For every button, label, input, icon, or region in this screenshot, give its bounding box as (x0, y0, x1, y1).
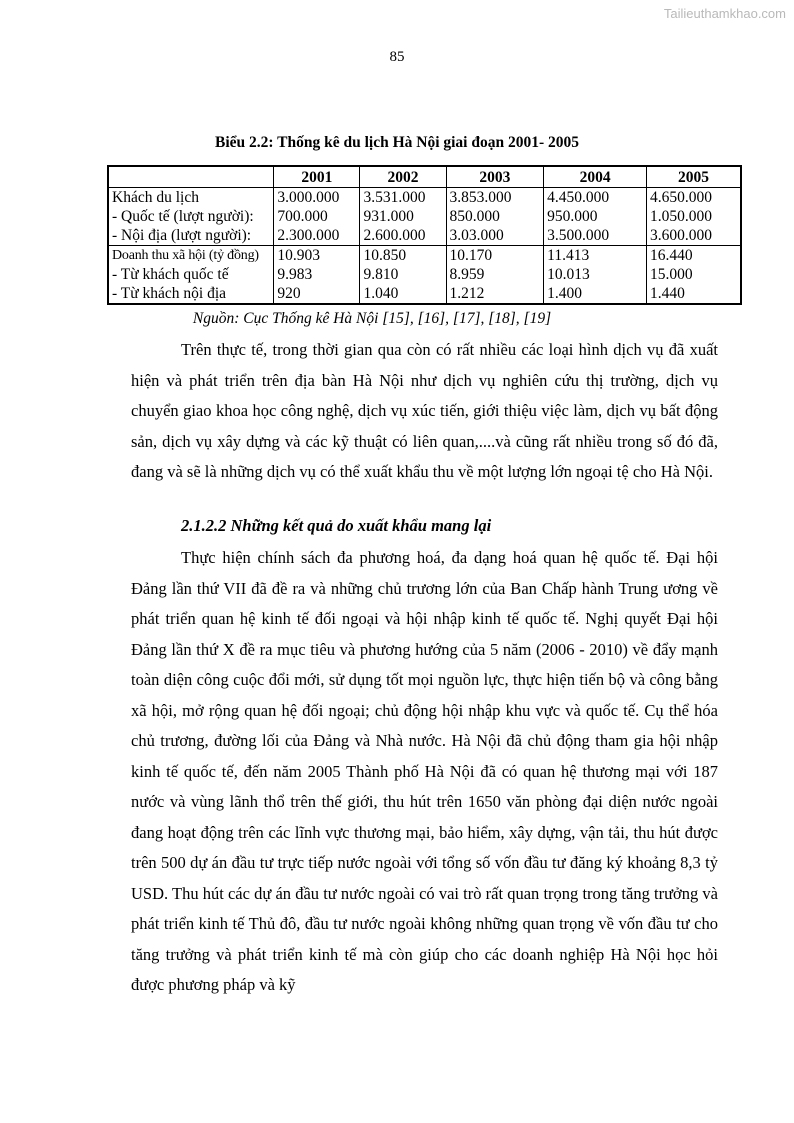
table-cell: 931.000 (360, 207, 446, 226)
table-row (108, 188, 741, 208)
table-header-row (108, 166, 741, 188)
table-cell: 1.050.000 (647, 207, 741, 226)
section-heading: 2.1.2.2 Những kết quả do xuất khẩu mang lại (181, 516, 492, 535)
table-cell: 10.170 (446, 246, 544, 266)
body-paragraph-2 (131, 543, 718, 1001)
table-cell: 4.650.000 (647, 188, 741, 208)
table-cell: 1.440 (647, 284, 741, 304)
row-label: - Từ khách nội địa (108, 284, 274, 304)
table-source-note: Nguồn: Cục Thống kê Hà Nội [15], [16], [17], [18], [19] (192, 310, 552, 327)
table-cell: 11.413 (544, 246, 647, 266)
watermark-text: Tailieuthamkhao.com (663, 6, 786, 21)
row-label: - Nội địa (lượt người): (108, 226, 274, 246)
table-cell: 3.000.000 (274, 188, 360, 208)
table-header-cell: 2003 (446, 166, 544, 188)
table-header-cell: 2001 (274, 166, 360, 188)
table-header-cell: 2004 (544, 166, 647, 188)
table-cell: 1.212 (446, 284, 544, 304)
body-paragraph-1 (131, 335, 718, 488)
row-label: - Từ khách quốc tế (108, 265, 274, 284)
tourism-stats-table (107, 165, 742, 305)
table-cell: 10.850 (360, 246, 446, 266)
table-cell: 9.810 (360, 265, 446, 284)
row-label: Khách du lịch (108, 188, 274, 208)
table-cell: 10.013 (544, 265, 647, 284)
table-cell: 3.03.000 (446, 226, 544, 246)
table-row (108, 207, 741, 226)
table-header-cell: 2005 (647, 166, 741, 188)
table-cell: 2.300.000 (274, 226, 360, 246)
table-header-cell: 2002 (360, 166, 446, 188)
table-cell: 3.853.000 (446, 188, 544, 208)
table-cell: 10.903 (274, 246, 360, 266)
table-cell: 3.531.000 (360, 188, 446, 208)
table-cell: 1.400 (544, 284, 647, 304)
table-cell: 1.040 (360, 284, 446, 304)
table-row (108, 284, 741, 304)
table-cell: 4.450.000 (544, 188, 647, 208)
table-cell: 2.600.000 (360, 226, 446, 246)
table-cell: 8.959 (446, 265, 544, 284)
table-cell: 950.000 (544, 207, 647, 226)
table-cell: 3.600.000 (647, 226, 741, 246)
row-label: Doanh thu xã hội (tỷ đồng) (108, 246, 274, 266)
table-cell: 3.500.000 (544, 226, 647, 246)
row-label: - Quốc tế (lượt người): (108, 207, 274, 226)
table-row (108, 246, 741, 266)
table-row (108, 226, 741, 246)
table-title: Biểu 2.2: Thống kê du lịch Hà Nội giai đoạn 2001- 2005 (214, 134, 580, 151)
table-row (108, 265, 741, 284)
table-header-cell (108, 166, 274, 188)
paragraph-text: Trên thực tế, trong thời gian qua còn có rất nhiều các loại hình dịch vụ đã xuất hiện và phát triển trên địa bàn Hà Nội như dịch vụ nghiên cứu thị trường, dịch vụ chuyển giao khoa học công nghệ, dịch vụ xúc tiến, giới thiệu việc làm, dịch vụ bất động sản, dịch vụ xây dựng và các kỹ thuật có liên quan,....và cũng rất nhiều trong số đó đã, đang và sẽ là những dịch vụ có thể xuất khẩu thu về một lượng lớn ngoại tệ cho Hà Nội. (131, 340, 718, 481)
table-cell: 850.000 (446, 207, 544, 226)
paragraph-text: Thực hiện chính sách đa phương hoá, đa dạng hoá quan hệ quốc tế. Đại hội Đảng lần thứ VII đã đề ra và những chủ trương lớn của Ban Chấp hành Trung ương về phát triển quan hệ kinh tế đối ngoại và hội nhập kinh tế quốc tế. Nghị quyết Đại hội Đảng lần thứ X đề ra mục tiêu và phương hướng của 5 năm (2006 - 2010) về đẩy mạnh toàn diện công cuộc đổi mới, sử dụng tốt mọi nguồn lực, thực hiện tiến bộ và công bằng xã hội, mở rộng quan hệ đối ngoại; chủ động hội nhập khu vực và quốc tế. Cụ thể hóa chủ trương, đường lối của Đảng và Nhà nước. Hà Nội đã chủ động tham gia hội nhập kinh tế quốc tế, đến năm 2005 Thành phố Hà Nội đã có quan hệ thương mại với 187 nước và vùng lãnh thổ trên thế giới, thu hút trên 1650 văn phòng đại diện nước ngoài đang hoạt động trên các lĩnh vực thương mại, bảo hiểm, xây dựng, vận tải, thu hút được trên 500 dự án đầu tư trực tiếp nước ngoài với tổng số vốn đầu tư đăng ký khoảng 8,3 tỷ USD. Thu hút các dự án đầu tư nước ngoài có vai trò rất quan trọng trong tăng trưởng và phát triển kinh tế Thủ đô, đầu tư nước ngoài không những quan trọng về vốn đầu tư cho tăng trưởng và phát triển kinh tế mà còn giúp cho các doanh nghiệp Hà Nội học hỏi được phương pháp và kỹ (131, 548, 718, 994)
table-cell: 700.000 (274, 207, 360, 226)
table-cell: 9.983 (274, 265, 360, 284)
table-cell: 920 (274, 284, 360, 304)
table-cell: 15.000 (647, 265, 741, 284)
page-number: 85 (389, 49, 405, 65)
table-cell: 16.440 (647, 246, 741, 266)
